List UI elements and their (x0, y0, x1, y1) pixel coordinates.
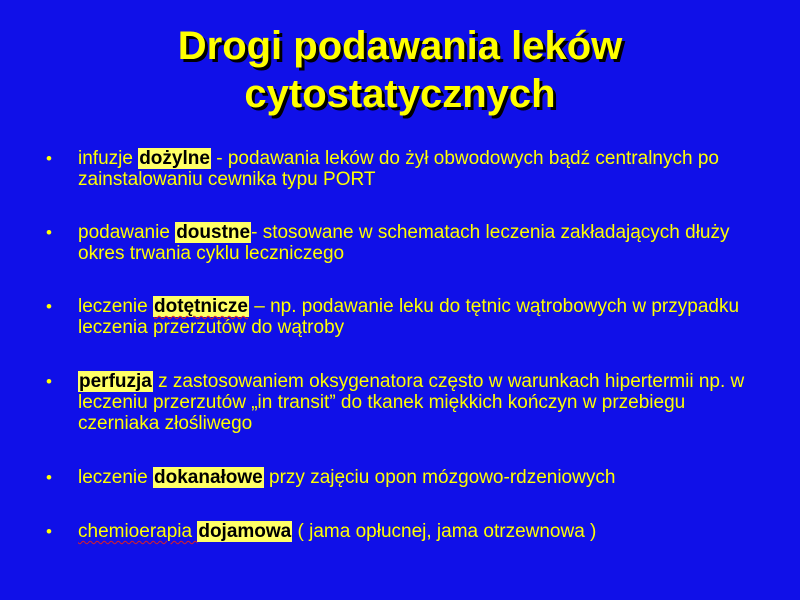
keyword-highlight: dotętnicze (154, 296, 248, 317)
bullet-icon: • (46, 297, 52, 316)
bullet-icon: • (46, 149, 52, 168)
bullet-text-post: z zastosowaniem oksygenatora często w warunkach hipertermii np. w leczeniu przerzutów „in transit” do tkanek miękkich kończyn w przebiegu czerniaka złośliwego (78, 371, 745, 434)
bullet-item-perfuzja (46, 371, 768, 434)
bullet-text-post: - stosowane w schematach leczenia zakładających dłuży okres trwania cyklu leczniczego (78, 222, 730, 264)
keyword-highlight: dożylne (139, 148, 210, 169)
bullet-text-pre: leczenie (78, 467, 153, 488)
bullet-item-dotetnicze (46, 296, 768, 338)
bullet-item-dokanalowe (46, 467, 768, 488)
keyword-highlight: dokanałowe (154, 467, 263, 488)
slide-title (0, 22, 800, 118)
bullet-text-post: – np. podawanie leku do tętnic wątrobowych w przypadku leczenia przerzutów do wątroby (78, 296, 740, 338)
keyword-highlight: dojamowa (198, 521, 292, 542)
bullet-icon: • (46, 223, 52, 242)
bullet-text-post: ( jama opłucnej, jama otrzewnowa ) (292, 521, 597, 542)
bullet-text-post: przy zajęciu opon mózgowo-rdzeniowych (263, 467, 616, 488)
title-line-1: Drogi podawania leków (177, 24, 623, 68)
keyword-highlight: doustne (176, 222, 251, 243)
bullet-text-pre: chemioerapia (78, 521, 198, 542)
bullet-item-dojamowa (46, 521, 768, 542)
bullet-icon: • (46, 522, 52, 541)
keyword-highlight: perfuzja (79, 371, 152, 392)
bullet-item-dozylne (46, 148, 768, 190)
bullet-icon: • (46, 372, 52, 391)
bullet-icon: • (46, 468, 52, 487)
bullet-item-doustne (46, 222, 768, 264)
title-line-2: cytostatycznych (244, 72, 556, 116)
bullet-text-pre: podawanie (78, 222, 176, 243)
bullet-text-pre: infuzje (78, 148, 139, 169)
bullet-text-post: - podawania leków do żył obwodowych bądź centralnych po zainstalowaniu cewnika typu PORT (78, 148, 719, 190)
bullet-text-pre: leczenie (78, 296, 153, 317)
